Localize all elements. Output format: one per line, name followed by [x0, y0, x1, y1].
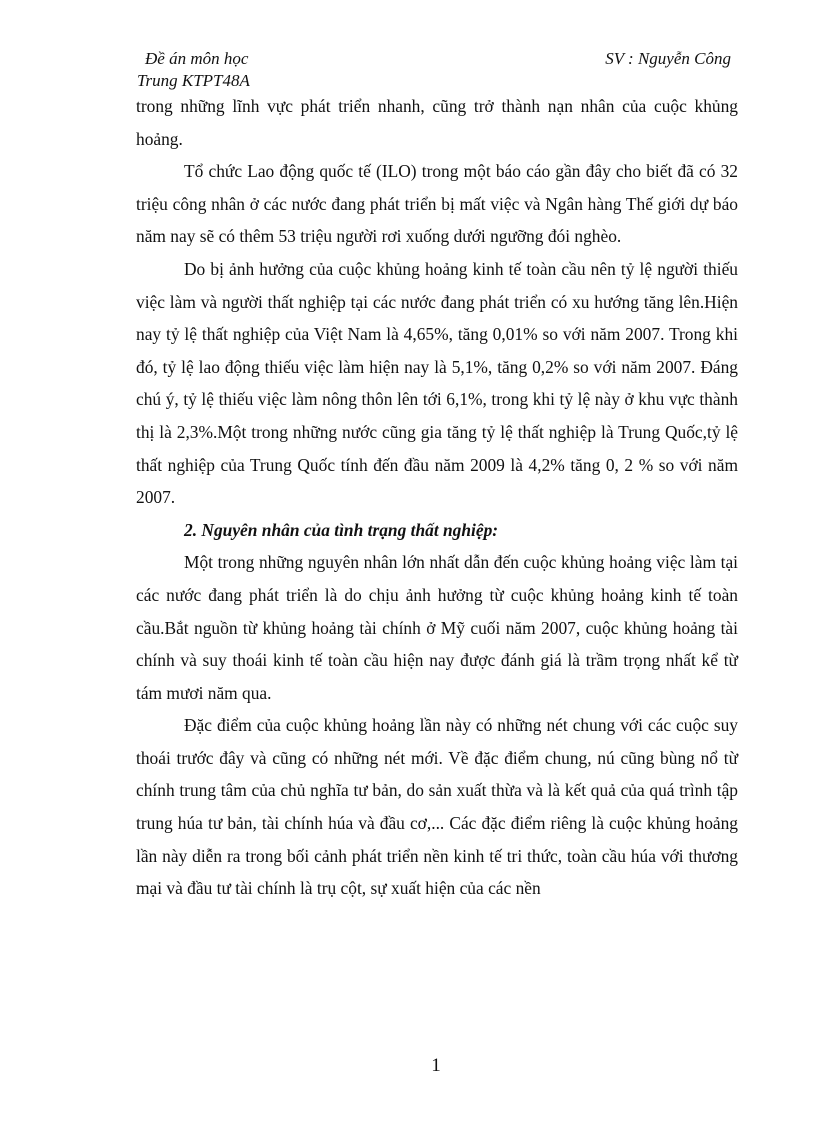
paragraph-crisis-features: Đặc điểm của cuộc khủng hoảng lần này có những nét chung với các cuộc suy thoái trước đây và cũng có những nét mới. Về đặc điểm chung, nú cũng bùng nổ từ chính trung tâm của chủ nghĩa tư bản, do sản xuất thừa và là kết quả của quá trình tập trung húa tư bản, tài chính húa và đầu cơ,... Các đặc điểm riêng là cuộc khủng hoảng lần này diễn ra trong bối cảnh phát triển nền kinh tế tri thức, toàn cầu húa với thương mại và đầu tư tài chính là trụ cột, sự xuất hiện của các nền	[136, 715, 738, 899]
paragraph-causes: Một trong những nguyên nhân lớn nhất dẫn đến cuộc khủng hoảng việc làm tại các nước đang phát triển là do chịu ảnh hưởng từ cuộc khủng hoảng kinh tế toàn cầu.Bắt nguồn từ khủng hoảng tài chính ở Mỹ cuối năm 2007, cuộc khủng hoảng tài chính và suy thoái kinh tế toàn cầu hiện nay được đánh giá là trầm trọng nhất kể từ tám mươi năm qua.	[136, 552, 738, 703]
header-left	[137, 48, 250, 92]
document-body	[136, 90, 738, 905]
header-student-name: SV : Nguyễn Công	[605, 49, 731, 68]
paragraph-unemployment-rates: Do bị ảnh hưởng của cuộc khủng hoảng kinh tế toàn cầu nên tỷ lệ người thiếu việc làm và người thất nghiệp tại các nước đang phát triển có xu hướng tăng lên.Hiện nay tỷ lệ thất nghiệp của Việt Nam là 4,65%, tăng 0,01% so với năm 2007. Trong khi đó, tỷ lệ lao động thiếu việc làm hiện nay là 5,1%, tăng 0,2% so với năm 2007. Đáng chú ý, tỷ lệ thiếu việc làm nông thôn lên tới 6,1%, trong khi tỷ lệ này ở khu vực thành thị là 2,3%.Một trong những nước cũng gia tăng tỷ lệ thất nghiệp là Trung Quốc,tỷ lệ thất nghiệp của Trung Quốc tính đến đầu năm 2009 là 4,2% tăng 0, 2 % so với năm 2007.	[136, 258, 738, 508]
paragraph-continued: trong những lĩnh vực phát triển nhanh, cũng trở thành nạn nhân của cuộc khủng hoảng.	[136, 96, 738, 149]
header-course-title: Đề án môn học	[145, 49, 249, 68]
header-class-code: Trung KTPT48A	[137, 71, 250, 90]
page-number: 1	[431, 1055, 441, 1076]
section-heading: 2. Nguyên nhân của tình trạng thất nghiệp:	[184, 519, 499, 540]
paragraph-ilo-report: Tổ chức Lao động quốc tế (ILO) trong một báo cáo gần đây cho biết đã có 32 triệu công nhân ở các nước đang phát triển bị mất việc và Ngân hàng Thế giới dự báo năm nay sẽ có thêm 53 triệu người rơi xuống dưới ngưỡng đói nghèo.	[136, 161, 738, 247]
page-header	[137, 48, 737, 92]
